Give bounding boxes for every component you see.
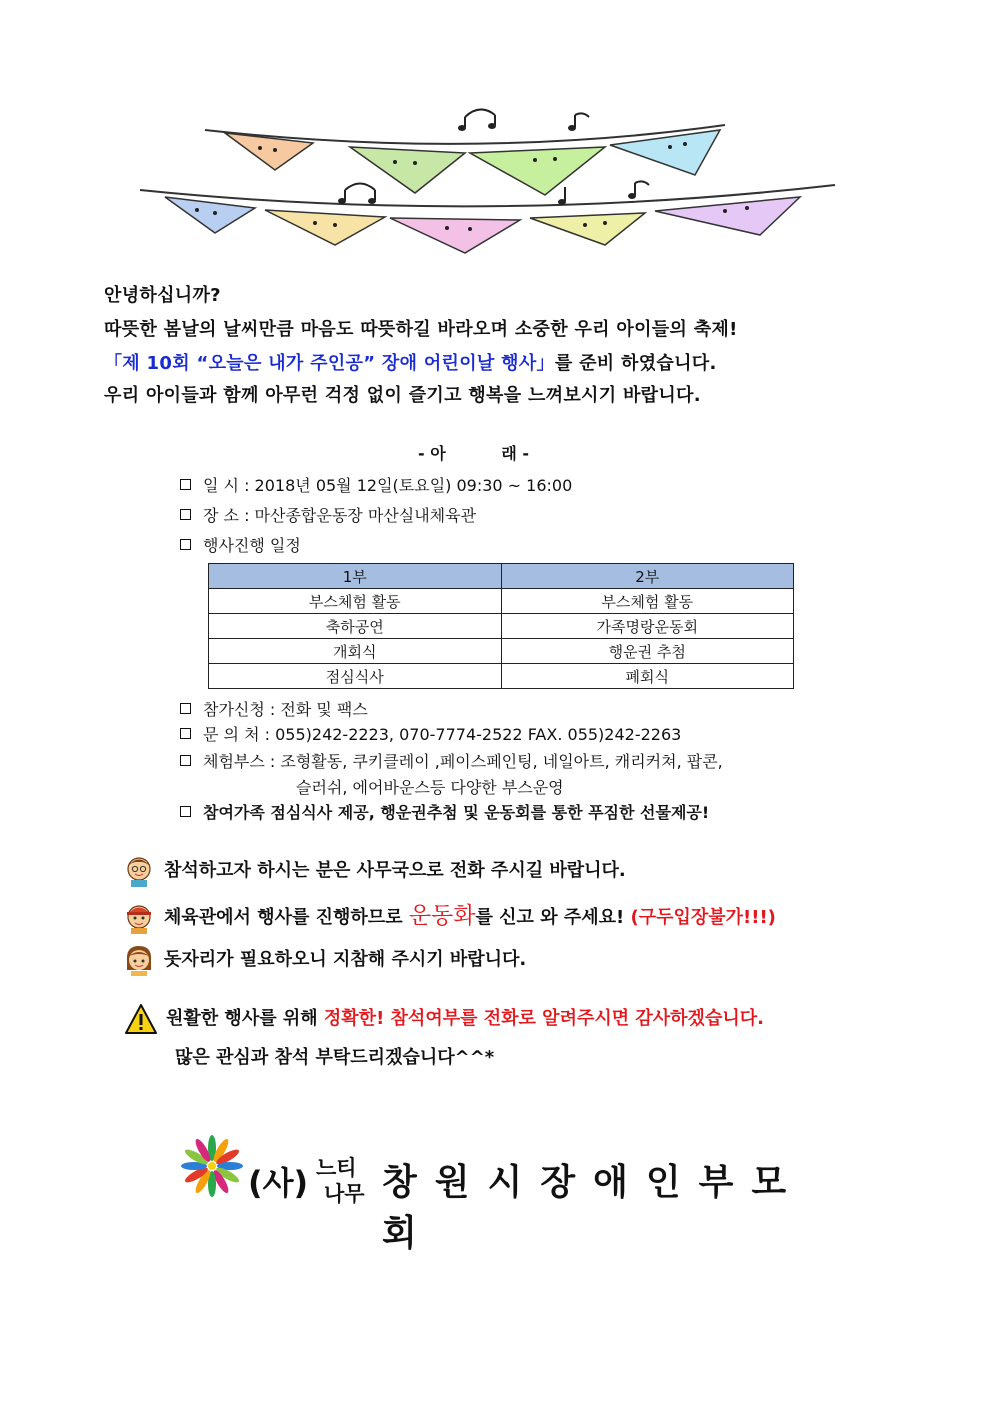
checkbox-bullet-icon: [180, 509, 191, 520]
table-cell: 축하공연: [209, 614, 502, 639]
sneakers-emphasis: 운동화: [408, 903, 476, 929]
greeting-line-2: 따뜻한 봄날의 날씨만큼 마음도 따뜻하길 바라오며 소중한 우리 아이들의 축제!: [104, 319, 738, 340]
checkbox-bullet-icon: [180, 806, 191, 817]
detail-schedule-label: 행사진행 일정: [180, 533, 301, 556]
warning-line-2: 많은 관심과 참석 부탁드리겠습니다^^*: [175, 1047, 495, 1068]
table-cell: 부스체험 활동: [501, 589, 794, 614]
table-row: [209, 614, 794, 639]
checkbox-bullet-icon: [180, 703, 191, 714]
note-sneakers: 체육관에서 행사를 진행하므로 운동화를 신고 와 주세요! (구두입장불가!!!): [124, 897, 776, 934]
schedule-table: [208, 563, 794, 689]
organization-name: 창원시장애인부모회: [382, 1162, 805, 1254]
organization-footer: [176, 1128, 836, 1254]
table-row: [209, 639, 794, 664]
checkbox-bullet-icon: [180, 539, 191, 550]
note-mat: 돗자리가 필요하오니 지참해 주시기 바랍니다.: [124, 944, 526, 976]
greeting-line-3-rest: 를 준비 하였습니다.: [554, 353, 717, 374]
table-header-row: [209, 564, 794, 589]
detail-date: 일 시 : 2018년 05월 12일(토요일) 09:30 ~ 16:00: [180, 473, 572, 496]
detail-place: 장 소 : 마산종합운동장 마산실내체육관: [180, 503, 476, 526]
greeting-line-3: [104, 349, 717, 375]
table-cell: 행운권 추첨: [501, 639, 794, 664]
event-title: 「제 10회 “오늘은 내가 주인공” 장애 어린이날 행사」: [104, 353, 555, 374]
table-cell: 부스체험 활동: [209, 589, 502, 614]
greeting-line-4: 우리 아이들과 함께 아무런 걱정 없이 즐기고 행복을 느껴보시기 바랍니다.: [104, 385, 701, 406]
detail-booths: 체험부스 : 조형활동, 쿠키클레이 ,페이스페인팅, 네일아트, 캐리커쳐, 팝콘,: [180, 749, 723, 772]
checkbox-bullet-icon: [180, 755, 191, 766]
detail-benefits: 참여가족 점심식사 제공, 행운권추첨 및 운동회를 통한 푸짐한 선물제공!: [180, 800, 709, 823]
bunting-banner-illustration: [135, 95, 840, 265]
checkbox-bullet-icon: [180, 728, 191, 739]
boy-cap-icon: [124, 902, 154, 934]
org-prefix: (사): [248, 1164, 309, 1202]
checkbox-bullet-icon: [180, 479, 191, 490]
detail-apply: 참가신청 : 전화 및 팩스: [180, 697, 368, 720]
table-row: [209, 589, 794, 614]
warning-line-1: 원활한 행사를 위해 정확한! 참석여부를 전화로 알려주시면 감사하겠습니다.: [124, 1003, 764, 1035]
table-cell: 가족명랑운동회: [501, 614, 794, 639]
column-header-part2: 2부: [501, 564, 794, 589]
table-cell: 개회식: [209, 639, 502, 664]
no-dress-shoes-notice: (구두입장불가!!!): [630, 907, 776, 928]
table-cell: 점심식사: [209, 664, 502, 689]
detail-booths-continued: 슬러쉬, 에어바운스등 다양한 부스운영: [296, 778, 564, 797]
table-row: [209, 664, 794, 689]
greeting-line-1: 안녕하십니까?: [104, 285, 221, 306]
table-cell: 폐회식: [501, 664, 794, 689]
detail-contact: 문 의 처 : 055)242-2223, 070-7774-2522 FAX. 055)242-2263: [180, 722, 681, 745]
logo-text-bottom: 나무: [324, 1182, 365, 1206]
warning-icon: [124, 1003, 158, 1035]
note-attendance: 참석하고자 하시는 분은 사무국으로 전화 주시길 바랍니다.: [124, 855, 626, 887]
girl-face-icon: [124, 944, 154, 976]
boy-face-icon: [124, 855, 154, 887]
confirm-attendance-emphasis: 정확한! 참석여부를 전화로 알려주시면 감사하겠습니다.: [323, 1008, 764, 1029]
flower-logo-icon: [176, 1128, 248, 1204]
details-heading: - 아 래 -: [418, 444, 530, 463]
logo-text-top: 느티: [316, 1156, 357, 1180]
column-header-part1: 1부: [209, 564, 502, 589]
